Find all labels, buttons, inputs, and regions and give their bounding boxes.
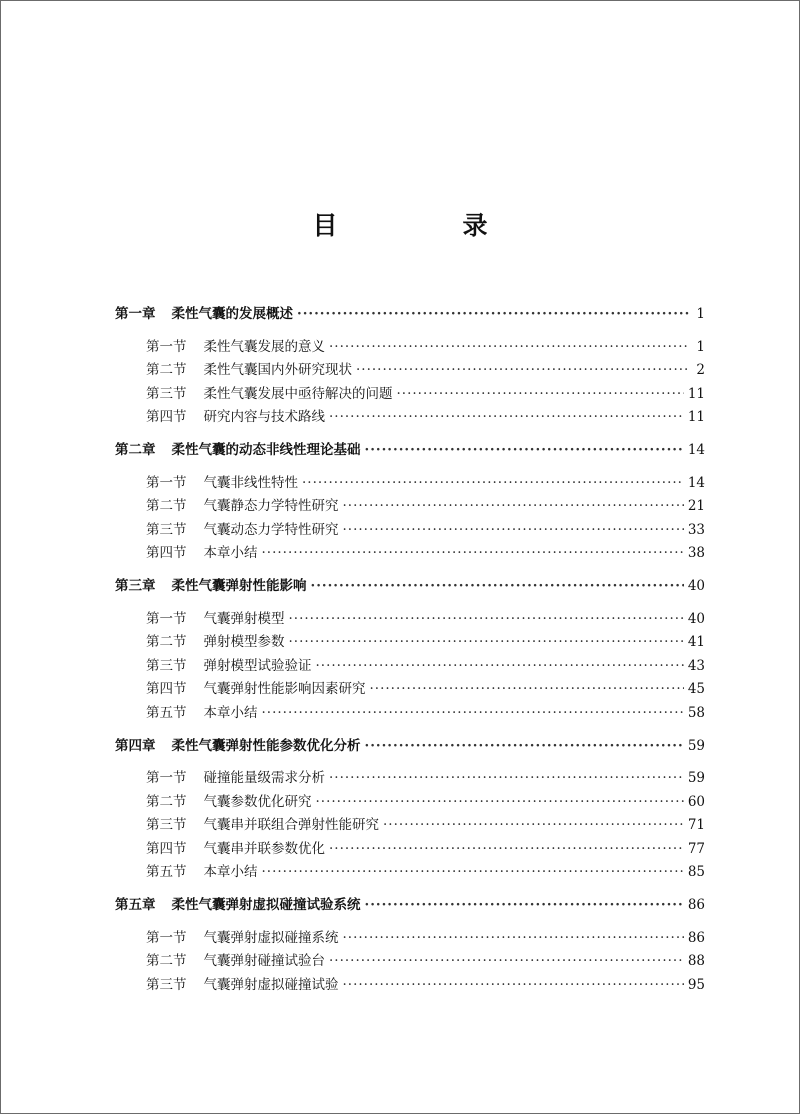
toc-section-entry[interactable] [115,814,705,838]
section-title: 气囊串并联参数优化 [203,840,325,857]
section-title: 气囊弹射模型 [203,610,285,627]
dot-leader [356,359,689,383]
section-number: 第五节 [146,864,187,881]
toc-section-entry[interactable] [115,974,705,998]
chapter-number: 第四章 [115,737,156,754]
dot-leader [262,702,684,726]
toc-section-entry[interactable] [115,495,705,519]
section-title: 碰撞能量级需求分析 [203,770,325,787]
section-page-number: 38 [687,545,705,562]
dot-leader [297,303,689,327]
section-title: 柔性气囊发展的意义 [203,338,325,355]
section-page-number: 11 [687,409,705,426]
section-title: 气囊静态力学特性研究 [203,498,339,515]
dot-leader [289,631,684,655]
toc-chapter-entry[interactable] [115,575,705,599]
dot-leader [262,542,684,566]
page-title: 目 录 [312,211,538,240]
toc-section-group [115,927,705,998]
section-page-number: 58 [687,704,705,721]
section-number: 第二节 [146,362,187,379]
chapter-title: 柔性气囊的动态非线性理论基础 [171,441,361,458]
toc-chapter-entry[interactable] [115,439,705,463]
dot-leader [329,406,684,430]
section-number: 第四节 [146,681,187,698]
section-title: 本章小结 [203,704,258,721]
toc-section-entry[interactable] [115,950,705,974]
section-title: 本章小结 [203,545,258,562]
section-page-number: 2 [696,362,705,379]
toc-section-entry[interactable] [115,927,705,951]
chapter-page-number: 86 [687,897,705,914]
section-page-number: 41 [687,634,705,651]
chapter-title: 柔性气囊弹射性能影响 [171,577,307,594]
section-page-number: 88 [687,953,705,970]
dot-leader [370,678,684,702]
toc-chapter-entry[interactable] [115,894,705,918]
toc-section-entry[interactable] [115,861,705,885]
section-title: 气囊串并联组合弹射性能研究 [203,817,379,834]
section-page-number: 40 [687,610,705,627]
toc-section-group [115,336,705,430]
chapter-title: 柔性气囊弹射虚拟碰撞试验系统 [171,897,361,914]
chapter-page-number: 40 [687,577,705,594]
section-page-number: 33 [687,521,705,538]
dot-leader [365,894,684,918]
toc-section-entry[interactable] [115,336,705,360]
section-page-number: 21 [687,498,705,515]
section-number: 第三节 [146,657,187,674]
dot-leader [329,838,684,862]
section-number: 第二节 [146,634,187,651]
toc-section-entry[interactable] [115,767,705,791]
dot-leader [289,608,684,632]
section-number: 第二节 [146,793,187,810]
section-number: 第四节 [146,840,187,857]
section-page-number: 85 [687,864,705,881]
chapter-page-number: 1 [696,306,705,322]
dot-leader [262,861,684,885]
toc-section-group [115,472,705,566]
section-title: 本章小结 [203,864,258,881]
section-page-number: 71 [687,817,705,834]
section-title: 研究内容与技术路线 [203,409,325,426]
toc-chapter-entry[interactable] [115,735,705,759]
chapter-title: 柔性气囊弹射性能参数优化分析 [171,737,361,754]
section-title: 气囊参数优化研究 [203,793,312,810]
dot-leader [397,383,684,407]
chapter-number: 第一章 [115,306,156,322]
section-page-number: 11 [687,385,705,402]
section-page-number: 59 [687,770,705,787]
dot-leader [343,974,684,998]
dot-leader [302,472,684,496]
section-number: 第一节 [146,474,187,491]
section-page-number: 45 [687,681,705,698]
section-title: 柔性气囊国内外研究现状 [203,362,352,379]
dot-leader [365,439,684,463]
chapter-page-number: 59 [687,737,705,754]
dot-leader [343,519,684,543]
dot-leader [329,336,689,360]
toc-section-entry[interactable] [115,519,705,543]
dot-leader [316,791,684,815]
section-page-number: 43 [687,657,705,674]
section-title: 弹射模型试验验证 [203,657,312,674]
section-page-number: 14 [687,474,705,491]
toc-section-entry[interactable] [115,542,705,566]
section-number: 第一节 [146,338,187,355]
toc-section-entry[interactable] [115,838,705,862]
section-page-number: 95 [687,976,705,993]
toc-section-entry[interactable] [115,359,705,383]
chapter-page-number: 14 [687,441,705,458]
section-title: 气囊动态力学特性研究 [203,521,339,538]
chapter-number: 第二章 [115,441,156,458]
section-number: 第二节 [146,498,187,515]
toc-section-entry[interactable] [115,702,705,726]
toc-section-entry[interactable] [115,655,705,679]
toc-section-entry[interactable] [115,678,705,702]
toc-section-entry[interactable] [115,631,705,655]
toc-section-entry[interactable] [115,791,705,815]
section-page-number: 86 [687,929,705,946]
section-page-number: 1 [696,338,705,355]
toc-section-entry[interactable] [115,383,705,407]
section-title: 气囊弹射虚拟碰撞试验 [203,976,339,993]
section-number: 第一节 [146,770,187,787]
toc-section-entry[interactable] [115,472,705,496]
section-number: 第四节 [146,409,187,426]
section-number: 第一节 [146,929,187,946]
dot-leader [329,950,684,974]
section-number: 第五节 [146,704,187,721]
toc-chapter-entry[interactable] [115,303,705,327]
toc-section-entry[interactable] [115,608,705,632]
section-title: 气囊弹射碰撞试验台 [203,953,325,970]
dot-leader [365,735,684,759]
section-page-number: 77 [687,840,705,857]
section-number: 第二节 [146,953,187,970]
chapter-title: 柔性气囊的发展概述 [171,306,293,322]
dot-leader [383,814,684,838]
table-of-contents [115,303,705,1006]
section-number: 第三节 [146,385,187,402]
section-number: 第三节 [146,817,187,834]
dot-leader [329,767,684,791]
chapter-number: 第五章 [115,897,156,914]
section-number: 第三节 [146,521,187,538]
dot-leader [343,927,684,951]
section-title: 气囊非线性特性 [203,474,298,491]
chapter-number: 第三章 [115,577,156,594]
section-title: 弹射模型参数 [203,634,285,651]
section-title: 柔性气囊发展中亟待解决的问题 [203,385,393,402]
toc-section-group [115,767,705,885]
section-title: 气囊弹射性能影响因素研究 [203,681,366,698]
section-number: 第三节 [146,976,187,993]
section-number: 第一节 [146,610,187,627]
toc-section-group [115,608,705,726]
toc-section-entry[interactable] [115,406,705,430]
dot-leader [316,655,684,679]
section-number: 第四节 [146,545,187,562]
section-page-number: 60 [687,793,705,810]
section-title: 气囊弹射虚拟碰撞系统 [203,929,339,946]
dot-leader [343,495,684,519]
dot-leader [311,575,684,599]
